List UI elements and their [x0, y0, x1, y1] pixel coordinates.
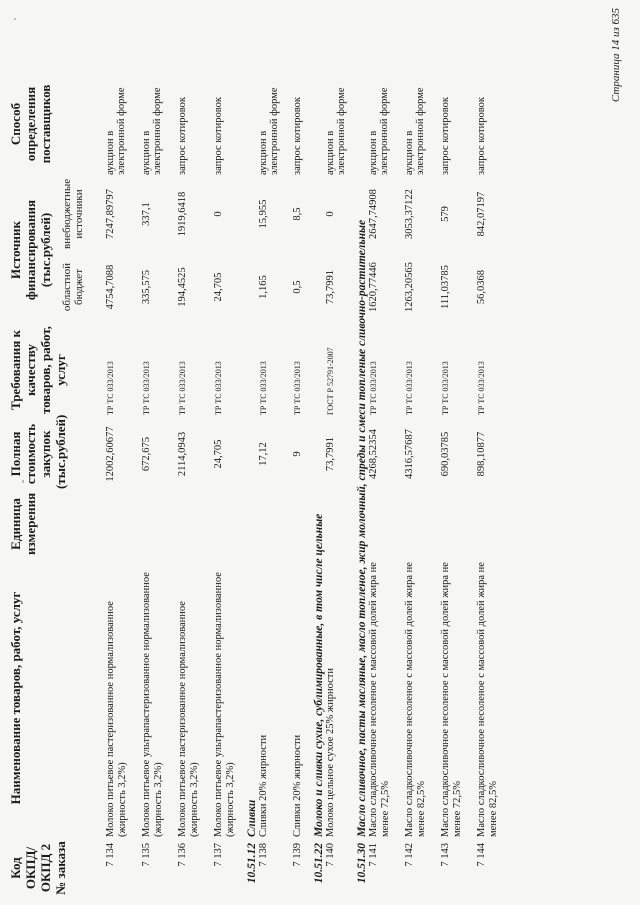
table-header	[8, 71, 93, 897]
table-row	[325, 71, 347, 897]
item-name: Молоко питьевое пастеризованное нормализованное (жирность 3,2%)	[105, 601, 128, 837]
procurement-method: аукцион в электронной форме	[404, 87, 426, 175]
funding-regional: 24,705	[213, 272, 224, 302]
quality-requirement: ТР ТС 033/2013	[293, 361, 302, 415]
funding-offbudget: 1919,6418	[177, 191, 188, 237]
order-code: 7 135	[141, 843, 152, 867]
header-unit: Единица измерения	[8, 492, 38, 555]
table-row	[428, 71, 464, 897]
table-row	[201, 71, 237, 897]
item-name: Масло сладкосливочное несоленое с массовой долей жира не менее 82,5%	[404, 562, 427, 837]
quality-requirement: ТР ТС 033/2013	[477, 361, 486, 415]
header-name: Наименование товаров, работ, услуг	[8, 591, 23, 805]
funding-regional: 1620,77446	[368, 262, 379, 312]
funding-offbudget: 0	[213, 211, 224, 217]
quality-requirement: ТР ТС 033/2013	[214, 361, 223, 415]
funding-offbudget: 0	[325, 211, 336, 217]
funding-regional: 73,7991	[325, 269, 336, 305]
procurement-method: запрос котировок	[177, 97, 188, 175]
unit-cell	[93, 491, 129, 557]
unit-cell	[392, 491, 428, 557]
total-cost: 17,12	[258, 442, 269, 466]
table-row	[258, 71, 280, 897]
procurement-method: аукцион в электронной форме	[368, 87, 390, 175]
group-title: Масло сливочное, пасты масляные, масло топленое, жир молочный, спреды и смеси топленые сливочно-растительные	[356, 219, 368, 837]
quality-requirement: ТР ТС 033/2013	[142, 361, 151, 415]
total-cost: 690,03785	[440, 431, 451, 477]
funding-offbudget: 15,955	[258, 199, 269, 229]
funding-regional: 1263,20565	[404, 262, 415, 312]
group-code: 10.51.12	[246, 843, 258, 884]
group-code: 10.51.22	[313, 843, 325, 884]
item-name: Молоко питьевое пастеризованное нормализованное (жирность 3,2%)	[177, 601, 200, 837]
order-code: 7 141	[368, 843, 379, 867]
item-name: Масло сладкосливочное несоленое с массовой долей жира не менее 82,5%	[476, 562, 499, 837]
procurement-method: аукцион в электронной форме	[325, 87, 347, 175]
funding-offbudget: 2647,74908	[368, 189, 379, 239]
procurement-method: запрос котировок	[213, 97, 224, 175]
order-code: 7 142	[404, 843, 415, 867]
table-row	[368, 71, 392, 897]
header-funding-regional: областной бюджет	[61, 262, 85, 312]
funding-regional: 0,5	[292, 280, 303, 294]
table-row	[280, 71, 304, 897]
unit-cell	[368, 491, 392, 557]
total-cost: 24,705	[213, 439, 224, 469]
page-number: Страница 14 из 635	[610, 8, 622, 103]
total-cost: 73,7991	[325, 436, 336, 472]
item-name: Молоко питьевое ультрапастеризованное нормализованное (жирность 3,2%)	[141, 572, 164, 837]
table-row	[165, 71, 201, 897]
item-name: Молоко питьевое ультрапастеризованное нормализованное (жирность 3,2%)	[213, 572, 236, 837]
unit-cell	[280, 491, 304, 557]
quality-requirement: ТР ТС 033/2013	[441, 361, 450, 415]
funding-offbudget: 842,07197	[476, 191, 487, 237]
order-code: 7 144	[476, 843, 487, 867]
unit-cell	[201, 491, 237, 557]
item-name: Сливки 20% жирности	[292, 734, 303, 837]
procurement-method: аукцион в электронной форме	[258, 87, 280, 175]
order-code: 7 139	[292, 843, 303, 867]
group-row	[237, 71, 258, 897]
quality-requirement: ТР ТС 033/2013	[259, 361, 268, 415]
table-body	[93, 71, 500, 897]
order-code: 7 140	[325, 843, 336, 867]
procurement-method: запрос котировок	[440, 97, 451, 175]
funding-regional: 335,575	[141, 269, 152, 305]
item-name: Сливки 20% жирности	[258, 734, 269, 837]
unit-cell	[129, 491, 165, 557]
funding-offbudget: 579	[440, 206, 451, 222]
order-code: 7 136	[177, 843, 188, 867]
header-requirements: Требования к качеству товаров, работ, услуг	[8, 326, 68, 414]
funding-offbudget: 337,1	[141, 202, 152, 226]
group-row	[304, 71, 325, 897]
unit-cell	[464, 491, 500, 557]
header-method: Способ определения поставщиков	[8, 84, 53, 164]
item-name: Масло сладкосливочное несоленое с массовой долей жира не менее 72,5%	[368, 562, 391, 837]
table-row	[464, 71, 500, 897]
order-code: 7 134	[105, 843, 116, 867]
item-name: Масло сладкосливочное несоленое с массовой долей жира не менее 72,5%	[440, 562, 463, 837]
table-row	[129, 71, 165, 897]
unit-cell	[258, 491, 280, 557]
procurement-table	[8, 71, 500, 897]
funding-offbudget: 8,5	[292, 207, 303, 221]
procurement-method: аукцион в электронной форме	[105, 87, 127, 175]
header-funding: Источник финансирования (тыс.рублей)	[8, 199, 53, 301]
quality-requirement: ТР ТС 033/2013	[178, 361, 187, 415]
total-cost: 9	[292, 451, 303, 457]
procurement-method: запрос котировок	[476, 97, 487, 175]
unit-cell	[165, 491, 201, 557]
group-code: 10.51.30	[356, 843, 368, 884]
order-code: 7 143	[440, 843, 451, 867]
unit-cell	[428, 491, 464, 557]
quality-requirement: ТР ТС 033/2013	[405, 361, 414, 415]
total-cost: 672,675	[141, 436, 152, 472]
total-cost: 4268,52354	[368, 429, 379, 479]
funding-regional: 4754,7088	[105, 264, 116, 310]
unit-cell	[325, 491, 347, 557]
table-row	[93, 71, 129, 897]
header-code: Код ОКПД/ ОКПД 2 № заказа	[8, 841, 68, 895]
group-title: Молоко и сливки сухие, сублимированные, в том числе цельные	[313, 513, 325, 837]
order-code: 7 138	[258, 843, 269, 867]
total-cost: 12002,60677	[105, 426, 116, 482]
item-name: Молоко цельное сухое 25% жирности	[325, 668, 336, 837]
funding-offbudget: 7247,89797	[105, 189, 116, 239]
header-total: Полная стоимость закупок (тыс.рублей)	[8, 414, 68, 489]
quality-requirement: ГОСТ Р 52791-2007	[326, 347, 335, 415]
group-row	[347, 71, 368, 897]
funding-regional: 194,4525	[177, 267, 188, 307]
quality-requirement: ТР ТС 033/2013	[106, 361, 115, 415]
funding-regional: 56,0368	[476, 269, 487, 305]
total-cost: 4316,57687	[404, 429, 415, 479]
funding-regional: 111,03785	[440, 265, 451, 309]
procurement-method: запрос котировок	[292, 97, 303, 175]
total-cost: 2114,0943	[177, 431, 188, 477]
order-code: 7 137	[213, 843, 224, 867]
total-cost: 898,10877	[476, 431, 487, 477]
funding-offbudget: 3053,37122	[404, 189, 415, 239]
table-row	[392, 71, 428, 897]
header-funding-offbudget: внебюджетные источники	[61, 178, 85, 249]
group-title: Сливки	[246, 799, 258, 837]
procurement-method: аукцион в электронной форме	[141, 87, 163, 175]
funding-regional: 1,165	[258, 275, 269, 299]
quality-requirement: ТР ТС 033/2013	[369, 361, 378, 415]
